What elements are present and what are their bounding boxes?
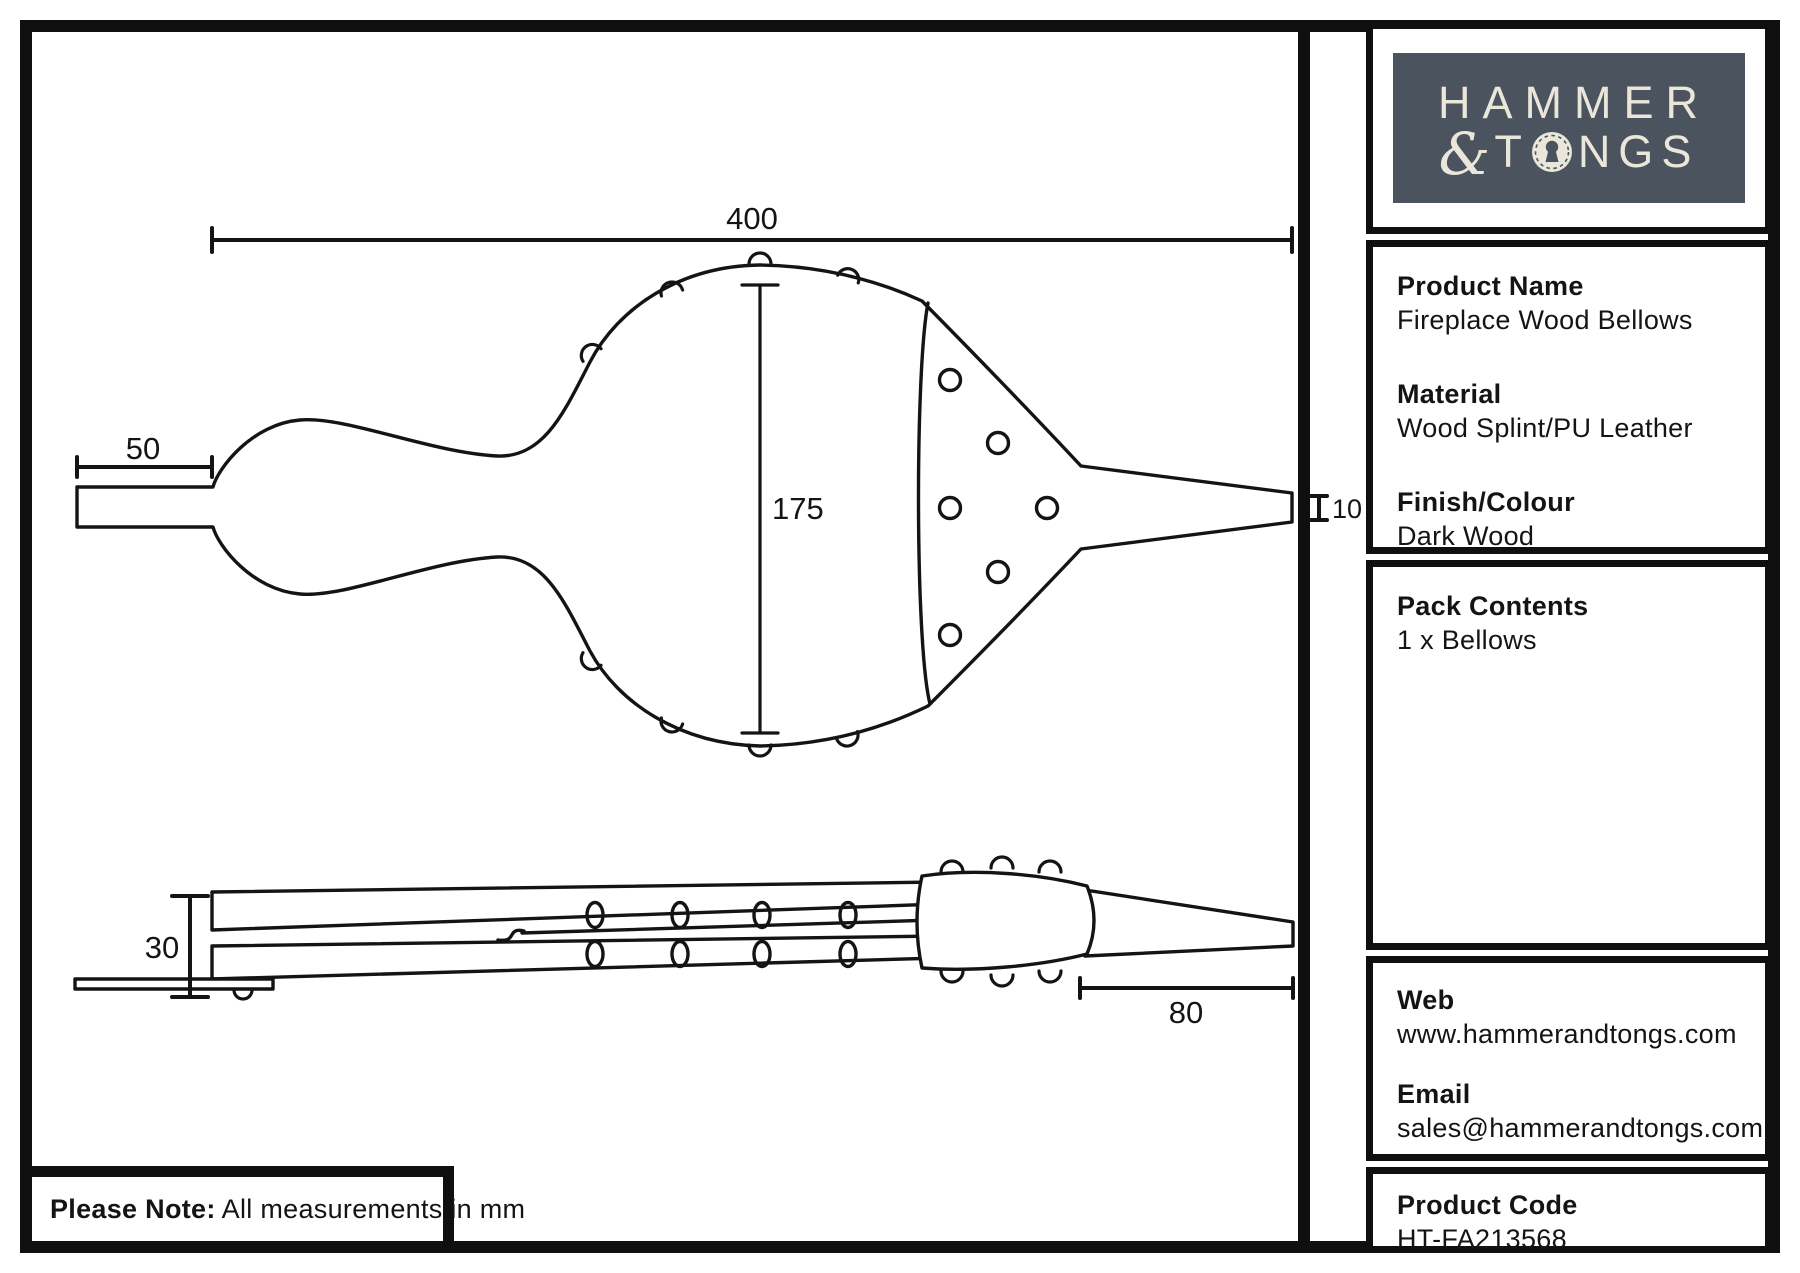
tack-bump-icon <box>991 857 1013 868</box>
material-group <box>1397 377 1741 445</box>
note-text: All measurements in mm <box>221 1193 526 1224</box>
tack-bump-icon <box>1039 861 1061 872</box>
keyhole-icon <box>1531 131 1573 173</box>
finish-label: Finish/Colour <box>1397 487 1575 517</box>
product-name-label: Product Name <box>1397 271 1584 301</box>
web-group <box>1397 983 1741 1051</box>
dim-10 <box>1311 496 1327 520</box>
bellows-top-view <box>77 228 1327 746</box>
product-code-label: Product Code <box>1397 1190 1578 1220</box>
web-value: www.hammerandtongs.com <box>1397 1019 1737 1049</box>
product-code-value: HT-FA213568 <box>1397 1224 1567 1254</box>
bellows-body-outline <box>77 265 1292 746</box>
contact-panel <box>1366 956 1772 1161</box>
pack-contents-label: Pack Contents <box>1397 591 1589 621</box>
dim-label-10: 10 <box>1332 494 1363 524</box>
tack-bump-icon <box>991 975 1013 986</box>
dim-label-50: 50 <box>125 431 161 466</box>
finish-value: Dark Wood <box>1397 521 1535 551</box>
dim-label-30: 30 <box>144 930 180 965</box>
material-label: Material <box>1397 379 1502 409</box>
tack-bump-icon <box>749 253 771 264</box>
product-name-group <box>1397 269 1741 337</box>
logo-panel <box>1366 22 1772 234</box>
logo-letters-ngs: NGS <box>1577 126 1700 177</box>
dim-label-175: 175 <box>772 491 824 526</box>
bellows-side-view <box>75 872 1293 998</box>
pack-contents-group <box>1397 589 1741 657</box>
pack-contents-panel <box>1366 560 1772 950</box>
tack-bump-icon <box>941 971 963 982</box>
logo-ampersand: & <box>1438 120 1491 188</box>
logo-letter-t: T <box>1494 126 1528 177</box>
finish-group <box>1397 485 1741 553</box>
email-group <box>1397 1077 1764 1145</box>
nozzle-block <box>917 872 1094 969</box>
product-code-panel <box>1366 1167 1772 1253</box>
tack-bump-icon <box>1039 971 1061 982</box>
leather-hinge-line <box>522 920 935 933</box>
email-label: Email <box>1397 1079 1471 1109</box>
product-name-value: Fireplace Wood Bellows <box>1397 305 1693 335</box>
pack-contents-value: 1 x Bellows <box>1397 625 1537 655</box>
hammer-and-tongs-logo <box>1393 53 1745 203</box>
side-nozzle-cone <box>1085 890 1293 956</box>
logo-word-tongs <box>1438 120 1700 188</box>
material-value: Wood Splint/PU Leather <box>1397 413 1693 443</box>
bottom-board <box>212 936 940 979</box>
dim-label-80: 80 <box>1168 995 1204 1030</box>
logo-word-hammer: HAMMER <box>1438 77 1710 128</box>
measurements-note <box>32 1166 526 1241</box>
web-label: Web <box>1397 985 1455 1015</box>
dim-label-400: 400 <box>726 201 778 236</box>
handle-plate <box>75 979 273 989</box>
tack-bump-icon <box>941 861 963 872</box>
tack-bump-icon <box>234 990 252 999</box>
note-label: Please Note: <box>50 1193 216 1224</box>
email-value: sales@hammerandtongs.com <box>1397 1113 1764 1143</box>
leather-pinch <box>498 930 524 940</box>
product-info-panel <box>1366 240 1772 554</box>
